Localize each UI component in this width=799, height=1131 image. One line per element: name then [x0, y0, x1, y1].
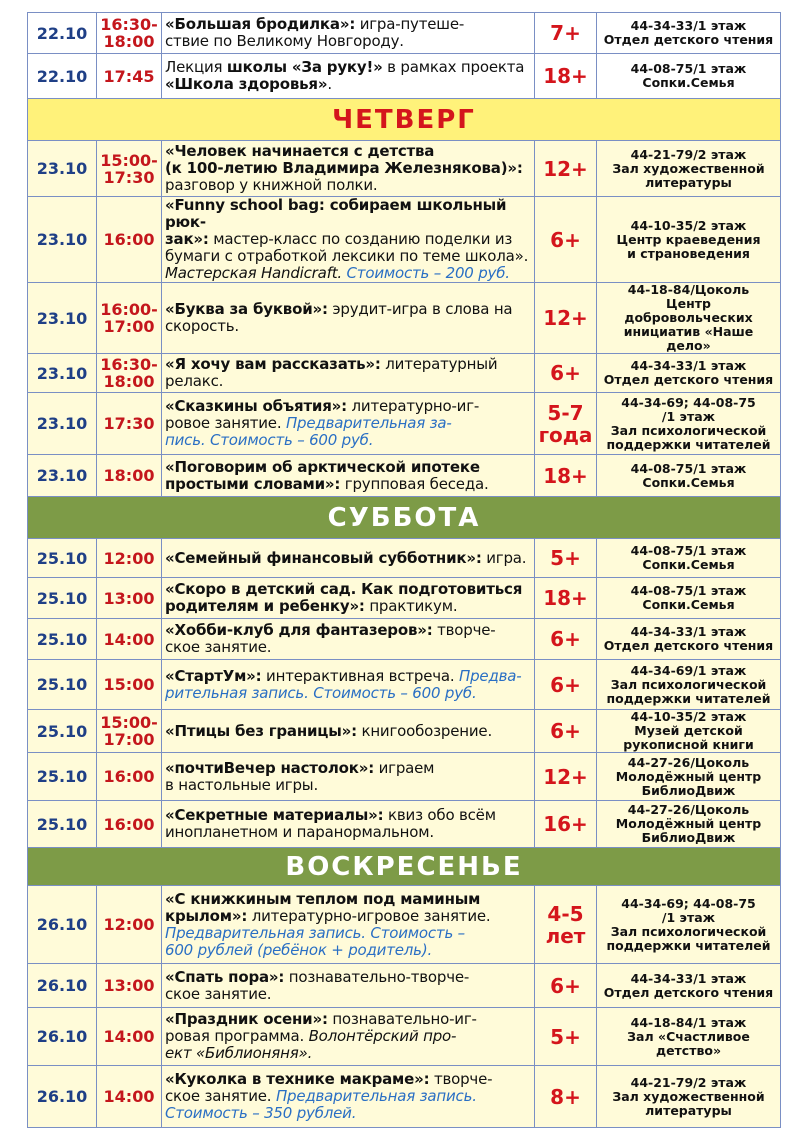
- event-date: 23.10: [28, 197, 97, 283]
- event-time: 15:00: [97, 660, 162, 710]
- event-age: 12+: [535, 283, 597, 354]
- event-title: «СтартУм»:: [165, 666, 262, 685]
- event-age: 7+: [535, 13, 597, 54]
- event-date: 25.10: [28, 710, 97, 753]
- event-description: [162, 1008, 535, 1066]
- event-text-2: .: [327, 75, 332, 93]
- event-description: [162, 141, 535, 197]
- event-time: 14:00: [97, 619, 162, 660]
- event-description: [162, 578, 535, 619]
- event-pre: Лекция: [165, 58, 227, 76]
- event-age: 4-5 лет: [535, 886, 597, 964]
- event-row: [28, 801, 781, 848]
- event-age: 5+: [535, 1008, 597, 1066]
- event-description: [162, 54, 535, 99]
- event-note: Предварительная запись. Стоимость – 600 рублей (ребёнок + родитель).: [165, 923, 465, 959]
- event-time: 13:00: [97, 964, 162, 1008]
- event-date: 23.10: [28, 455, 97, 497]
- event-title: «Семейный финансовый субботник»:: [165, 548, 482, 567]
- event-time: 14:00: [97, 1008, 162, 1066]
- day-title: ВОСКРЕСЕНЬЕ: [28, 848, 781, 886]
- event-location: 44-34-69; 44-08-75 /1 этаж Зал психологической поддержки читателей: [597, 886, 781, 964]
- event-age: 6+: [535, 619, 597, 660]
- event-age: 18+: [535, 54, 597, 99]
- event-row: [28, 197, 781, 283]
- event-description: [162, 1066, 535, 1128]
- event-location: 44-27-26/Цоколь Молодёжный центр БиблиоДвиж: [597, 801, 781, 848]
- event-location: 44-34-33/1 этаж Отдел детского чтения: [597, 964, 781, 1008]
- event-age: 16+: [535, 801, 597, 848]
- event-text: в рамках проекта: [382, 58, 525, 76]
- event-note: Стоимость – 200 руб.: [346, 264, 510, 282]
- event-title: «Спать пора»:: [165, 967, 285, 986]
- event-age: 18+: [535, 578, 597, 619]
- event-age: 5-7 года: [535, 393, 597, 455]
- event-row: [28, 54, 781, 99]
- event-description: [162, 619, 535, 660]
- event-age: 12+: [535, 141, 597, 197]
- event-title-2: «Школа здоровья»: [165, 75, 328, 93]
- event-location: 44-21-79/2 этаж Зал художественной литературы: [597, 141, 781, 197]
- event-text: эрудит-игра в слова на скорость.: [165, 300, 513, 335]
- event-text: мастер-класс по созданию поделки из бумаги с отработкой лексики по теме школа».: [165, 230, 529, 265]
- event-note: Предварительная за- пись. Стоимость – 600 руб.: [165, 414, 452, 449]
- event-row: [28, 578, 781, 619]
- event-date: 25.10: [28, 619, 97, 660]
- event-title: «С книжкиным теплом под маминым крылом»:: [165, 889, 481, 925]
- event-title: «Большая бродилка»:: [165, 15, 356, 33]
- event-date: 23.10: [28, 283, 97, 354]
- event-title: «Я хочу вам рассказать»:: [165, 355, 381, 373]
- event-location: 44-08-75/1 этаж Сопки.Семья: [597, 539, 781, 578]
- event-time: 16:00: [97, 753, 162, 801]
- day-title: ЧЕТВЕРГ: [28, 99, 781, 141]
- event-text: познавательно-иг- ровая программа.: [165, 1010, 477, 1045]
- event-row: [28, 1008, 781, 1066]
- event-text: интерактивная встреча.: [261, 666, 460, 685]
- event-row: [28, 886, 781, 964]
- event-age: 18+: [535, 455, 597, 497]
- event-text: литературно-игровое занятие.: [247, 906, 491, 925]
- event-description: [162, 710, 535, 753]
- event-time: 16:00: [97, 197, 162, 283]
- event-title: «Буква за буквой»:: [165, 300, 328, 318]
- event-time: 17:45: [97, 54, 162, 99]
- event-location: 44-18-84/Цоколь Центр добровольческих инициатив «Наше дело»: [597, 283, 781, 354]
- event-date: 22.10: [28, 13, 97, 54]
- event-location: 44-34-33/1 этаж Отдел детского чтения: [597, 619, 781, 660]
- event-age: 8+: [535, 1066, 597, 1128]
- event-title: «Поговорим об арктической ипотеке простыми словами»:: [165, 457, 480, 493]
- event-text: книгообозрение.: [356, 721, 493, 740]
- event-text: творче- ское занятие.: [165, 1070, 493, 1105]
- event-time: 16:30- 18:00: [97, 354, 162, 393]
- event-time: 18:00: [97, 455, 162, 497]
- event-location: 44-10-35/2 этаж Центр краеведения и страноведения: [597, 197, 781, 283]
- day-header-sunday: [28, 848, 781, 886]
- event-location: 44-08-75/1 этаж Сопки.Семья: [597, 578, 781, 619]
- event-date: 23.10: [28, 354, 97, 393]
- event-text: творче- ское занятие.: [165, 621, 496, 656]
- event-date: 25.10: [28, 539, 97, 578]
- event-description: [162, 660, 535, 710]
- event-row: [28, 393, 781, 455]
- event-row: [28, 354, 781, 393]
- event-location: 44-34-33/1 этаж Отдел детского чтения: [597, 354, 781, 393]
- event-location: 44-34-33/1 этаж Отдел детского чтения: [597, 13, 781, 54]
- event-title: «Скоро в детский сад. Как подготовиться родителям и ребенку»:: [165, 580, 523, 615]
- event-time: 16:00- 17:00: [97, 283, 162, 354]
- event-description: [162, 393, 535, 455]
- event-text: практикум.: [364, 597, 458, 615]
- event-row: [28, 539, 781, 578]
- event-location: 44-27-26/Цоколь Молодёжный центр БиблиоДвиж: [597, 753, 781, 801]
- event-location: 44-34-69; 44-08-75 /1 этаж Зал психологической поддержки читателей: [597, 393, 781, 455]
- event-date: 25.10: [28, 753, 97, 801]
- event-title: «почтиВечер настолок»:: [165, 758, 375, 777]
- event-title: «Куколка в технике макраме»:: [165, 1070, 430, 1088]
- event-text: игра.: [481, 548, 527, 567]
- event-date: 26.10: [28, 1008, 97, 1066]
- event-title: «Человек начинается с детства (к 100-летию Владимира Железнякова)»:: [165, 142, 523, 177]
- day-title: СУББОТА: [28, 497, 781, 539]
- event-location: 44-10-35/2 этаж Музей детской рукописной книги: [597, 710, 781, 753]
- event-date: 25.10: [28, 578, 97, 619]
- event-time: 12:00: [97, 539, 162, 578]
- event-age: 12+: [535, 753, 597, 801]
- event-age: 5+: [535, 539, 597, 578]
- event-title: «Птицы без границы»:: [165, 721, 357, 740]
- day-header-saturday: [28, 497, 781, 539]
- event-location: 44-08-75/1 этаж Сопки.Семья: [597, 54, 781, 99]
- event-date: 26.10: [28, 886, 97, 964]
- event-time: 12:00: [97, 886, 162, 964]
- event-row: [28, 964, 781, 1008]
- event-title: «Funny school bag: собираем школьный рюк- зак»:: [165, 196, 507, 248]
- event-description: [162, 354, 535, 393]
- event-time: 16:00: [97, 801, 162, 848]
- event-date: 25.10: [28, 660, 97, 710]
- event-text: игра-путеше- ствие по Великому Новгороду.: [165, 15, 465, 50]
- schedule-table: [27, 12, 781, 1128]
- event-row: [28, 1066, 781, 1128]
- event-date: 23.10: [28, 393, 97, 455]
- event-description: [162, 197, 535, 283]
- event-row: [28, 283, 781, 354]
- schedule-body: [28, 13, 781, 1128]
- event-row: [28, 660, 781, 710]
- event-description: [162, 539, 535, 578]
- event-location: 44-21-79/2 этаж Зал художественной литературы: [597, 1066, 781, 1128]
- event-location: 44-18-84/1 этаж Зал «Счастливое детство»: [597, 1008, 781, 1066]
- event-row: [28, 619, 781, 660]
- event-time: 14:00: [97, 1066, 162, 1128]
- day-header-thursday: [28, 99, 781, 141]
- event-location: 44-34-69/1 этаж Зал психологической поддержки читателей: [597, 660, 781, 710]
- event-row: [28, 13, 781, 54]
- event-date: 26.10: [28, 1066, 97, 1128]
- event-text: разговор у книжной полки.: [165, 176, 378, 194]
- event-italic-text: Мастерская Handicraft.: [165, 264, 347, 282]
- event-age: 6+: [535, 197, 597, 283]
- event-date: 26.10: [28, 964, 97, 1008]
- event-text: литературный релакс.: [165, 355, 498, 390]
- event-time: 15:00- 17:30: [97, 141, 162, 197]
- event-description: [162, 801, 535, 848]
- event-date: 23.10: [28, 141, 97, 197]
- event-date: 22.10: [28, 54, 97, 99]
- event-time: 16:30- 18:00: [97, 13, 162, 54]
- event-age: 6+: [535, 660, 597, 710]
- event-location: 44-08-75/1 этаж Сопки.Семья: [597, 455, 781, 497]
- event-time: 13:00: [97, 578, 162, 619]
- event-title: «Праздник осени»:: [165, 1010, 328, 1028]
- event-title: школы «За руку!»: [226, 58, 383, 76]
- event-title: «Секретные материалы»:: [165, 806, 384, 824]
- event-italic-text: Волонтёрский про- ект «Библионяня».: [165, 1027, 457, 1062]
- event-text: квиз обо всём инопланетном и паранормальном.: [165, 806, 496, 841]
- event-row: [28, 710, 781, 753]
- event-text: литературно-иг- ровое занятие.: [165, 397, 480, 432]
- event-title: «Хобби-клуб для фантазеров»:: [165, 621, 433, 639]
- event-text: играем в настольные игры.: [165, 758, 435, 794]
- event-date: 25.10: [28, 801, 97, 848]
- event-description: [162, 886, 535, 964]
- event-note: Предва- рительная запись. Стоимость – 600 руб.: [165, 666, 522, 702]
- event-description: [162, 753, 535, 801]
- event-text: групповая беседа.: [340, 474, 489, 493]
- event-row: [28, 455, 781, 497]
- event-age: 6+: [535, 710, 597, 753]
- event-description: [162, 283, 535, 354]
- event-row: [28, 141, 781, 197]
- event-time: 17:30: [97, 393, 162, 455]
- event-row: [28, 753, 781, 801]
- event-description: [162, 964, 535, 1008]
- event-title: «Сказкины объятия»:: [165, 397, 347, 415]
- event-description: [162, 13, 535, 54]
- event-age: 6+: [535, 964, 597, 1008]
- event-description: [162, 455, 535, 497]
- event-note: Предварительная запись. Стоимость – 350 рублей.: [165, 1087, 477, 1122]
- event-text: познавательно-творче- ское занятие.: [165, 967, 470, 1003]
- event-age: 6+: [535, 354, 597, 393]
- event-time: 15:00- 17:00: [97, 710, 162, 753]
